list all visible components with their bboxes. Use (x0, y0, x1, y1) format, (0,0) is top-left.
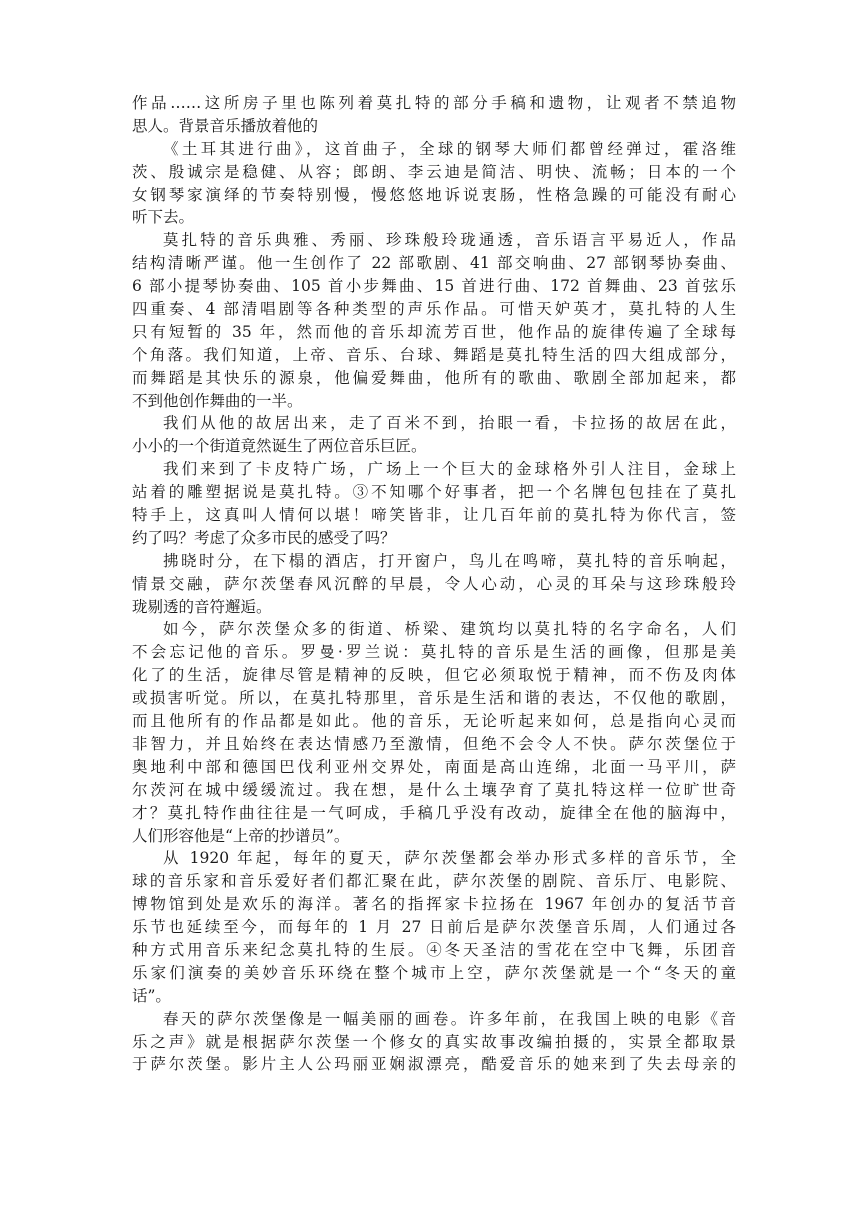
text-line: 作品……这所房子里也陈列着莫扎特的部分手稿和遗物，让观者不禁追物 (132, 94, 736, 112)
text-line: 《土耳其进行曲》，这首曲子，全球的钢琴大师们都曾经弹过，霍洛维 (163, 139, 736, 158)
text-line: 个角落。我们知道，上帝、音乐、台球、舞蹈是莫扎特生活的四大组成部分， (132, 345, 736, 364)
text-line: 约了吗？考虑了众多市民的感受了吗？ (132, 528, 396, 547)
text-line: 化了的生活，旋律尽管是精神的反映，但它必须取悦于精神，而不伤及肉体 (132, 666, 736, 685)
text-line: 情景交融，萨尔茨堡春风沉醉的早晨，令人心动，心灵的耳朵与这珍珠般玲 (132, 574, 736, 593)
text-line: 莫扎特的音乐典雅、秀丽、珍珠般玲珑通透，音乐语言平易近人，作品 (163, 231, 736, 250)
text-line: 珑剔透的音符邂逅。 (132, 597, 272, 616)
document-page (132, 92, 736, 1076)
text-line: 站着的雕塑据说是莫扎特。③不知哪个好事者，把一个名牌包包挂在了莫扎 (132, 483, 736, 502)
text-line: 女钢琴家演绎的节奏特别慢，慢悠悠地诉说衷肠，性格急躁的可能没有耐心 (132, 185, 736, 204)
text-line: 不会忘记他的音乐。罗曼·罗兰说：莫扎特的音乐是生活的画像，但那是美 (132, 643, 736, 662)
text-line: 奥地利中部和德国巴伐利亚州交界处，南面是高山连绵，北面一马平川，萨 (132, 757, 736, 776)
text-line: 乐家们演奏的美妙音乐环绕在整个城市上空，萨尔茨堡就是一个“冬天的童 (132, 963, 736, 982)
text-line: 只有短暂的 35 年，然而他的音乐却流芳百世，他作品的旋律传遍了全球每 (132, 322, 736, 341)
text-line: 或损害听觉。所以，在莫扎特那里，音乐是生活和谐的表达，不仅他的歌剧， (132, 689, 736, 708)
text-line: 乐之声》就是根据萨尔茨堡一个修女的真实故事改编拍摄的，实景全都取景 (132, 1032, 736, 1051)
text-line: 四重奏、4 部清唱剧等各种类型的声乐作品。可惜天妒英才，莫扎特的人生 (132, 300, 736, 319)
text-line: 球的音乐家和音乐爱好者们都汇聚在此，萨尔茨堡的剧院、音乐厅、电影院、 (132, 872, 736, 891)
text-line: 种方式用音乐来纪念莫扎特的生辰。④冬天圣洁的雪花在空中飞舞，乐团音 (132, 940, 736, 959)
text-line: 如今，萨尔茨堡众多的街道、桥梁、建筑均以莫扎特的名字命名，人们 (163, 620, 736, 639)
text-line: 非智力，并且始终在表达情感乃至激情，但绝不会令人不快。萨尔茨堡位于 (132, 734, 736, 753)
text-line: 拂晓时分，在下榻的酒店，打开窗户，鸟儿在鸣啼，莫扎特的音乐响起， (163, 551, 736, 570)
text-line: 话”。 (132, 986, 171, 1005)
text-line: 尔茨河在城中缓缓流过。我在想，是什么土壤孕育了莫扎特这样一位旷世奇 (132, 780, 736, 799)
text-line: 从 1920 年起，每年的夏天，萨尔茨堡都会举办形式多样的音乐节，全 (163, 849, 736, 868)
text-line: 我们来到了卡皮特广场，广场上一个巨大的金球格外引人注目，金球上 (163, 460, 736, 479)
text-line: 而舞蹈是其快乐的源泉，他偏爱舞曲，他所有的歌曲、歌剧全部加起来，都 (132, 368, 736, 387)
text-line: 小小的一个街道竟然诞生了两位音乐巨匠。 (132, 437, 427, 456)
text-line: 乐节也延续至今，而每年的 1 月 27 日前后是萨尔茨堡音乐周，人们通过各 (132, 918, 736, 937)
text-line: 听下去。 (132, 208, 195, 227)
text-line: 而且他所有的作品都是如此。他的音乐，无论听起来如何，总是指向心灵而 (132, 712, 736, 731)
text-line: 人们形容他是“上帝的抄谱员”。 (132, 826, 350, 845)
text-line: 才？莫扎特作曲往往是一气呵成，手稿几乎没有改动，旋律全在他的脑海中， (132, 803, 736, 822)
text-line: 不到他创作舞曲的一半。 (132, 391, 303, 410)
text-line: 结构清晰严谨。他一生创作了 22 部歌剧、41 部交响曲、27 部钢琴协奏曲、 (132, 254, 736, 273)
text-line: 特手上，这真叫人情何以堪！啼笑皆非，让几百年前的莫扎特为你代言，签 (132, 506, 736, 525)
text-line: 6 部小提琴协奏曲、105 首小步舞曲、15 首进行曲、172 首舞曲、23 首弦乐 (132, 277, 736, 296)
text-line: 茨、殷诚宗是稳健、从容；郎朗、李云迪是简洁、明快、流畅；日本的一个 (132, 162, 736, 181)
text-line: 思人。背景音乐播放着他的 (132, 116, 319, 135)
text-line: 博物馆到处是欢乐的海洋。著名的指挥家卡拉扬在 1967 年创办的复活节音 (132, 895, 736, 914)
text-line: 我们从他的故居出来，走了百米不到，抬眼一看，卡拉扬的故居在此， (163, 414, 736, 433)
text-line: 春天的萨尔茨堡像是一幅美丽的画卷。许多年前，在我国上映的电影《音 (163, 1009, 736, 1028)
text-line: 于萨尔茨堡。影片主人公玛丽亚娴淑漂亮，酷爱音乐的她来到了失去母亲的 (132, 1055, 736, 1074)
